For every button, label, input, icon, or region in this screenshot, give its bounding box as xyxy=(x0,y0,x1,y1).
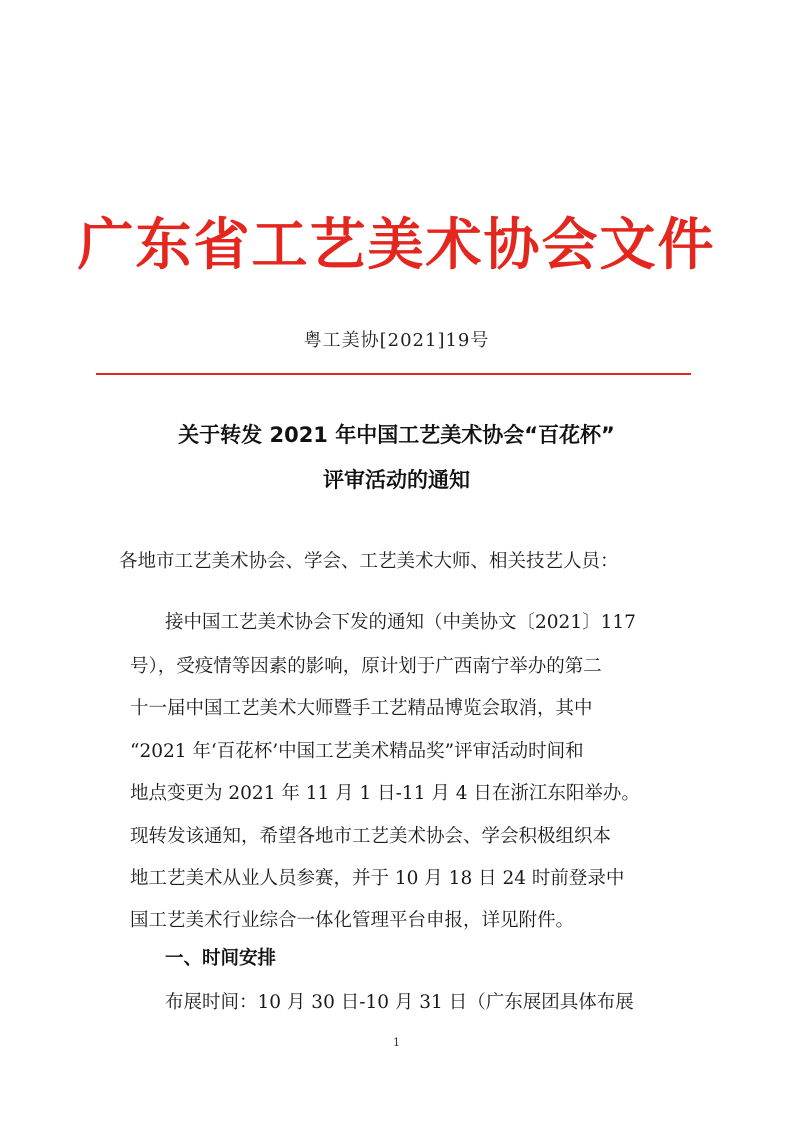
schedule-line-1: 布展时间：10 月 30 日-10 月 31 日（广东展团具体布展 xyxy=(165,992,634,1013)
body-line-3: 十一届中国工艺美术大师暨手工艺精品博览会取消，其中 xyxy=(130,698,593,719)
body-line-7: 地工艺美术从业人员参赛，并于 10 月 18 日 24 时前登录中 xyxy=(130,868,625,889)
document-number: 粤工美协[2021]19号 xyxy=(303,330,490,351)
page-number: 1 xyxy=(393,1036,400,1049)
body-line-4: “2021 年‘百花杯’中国工艺美术精品奖”评审活动时间和 xyxy=(130,741,584,762)
body-line-1: 接中国工艺美术协会下发的通知（中美协文〔2021〕117 xyxy=(165,612,636,633)
notice-title-line-1: 关于转发 2021 年中国工艺美术协会“百花杯” xyxy=(178,423,615,447)
body-line-6: 现转发该通知，希望各地市工艺美术协会、学会积极组织本 xyxy=(130,826,612,847)
red-divider-line xyxy=(96,373,691,375)
body-line-8: 国工艺美术行业综合一体化管理平台申报，详见附件。 xyxy=(130,910,575,931)
section-heading-schedule: 一、时间安排 xyxy=(165,948,277,969)
document-header-title: 广东省工艺美术协会文件 xyxy=(77,212,716,278)
body-line-2: 号），受疫情等因素的影响，原计划于广西南宁举办的第二 xyxy=(130,656,602,677)
body-line-5: 地点变更为 2021 年 11 月 1 日-11 月 4 日在浙江东阳举办。 xyxy=(130,783,640,804)
addressee-line: 各地市工艺美术协会、学会、工艺美术大师、相关技艺人员： xyxy=(119,551,619,572)
notice-title-line-2: 评审活动的通知 xyxy=(323,468,470,492)
